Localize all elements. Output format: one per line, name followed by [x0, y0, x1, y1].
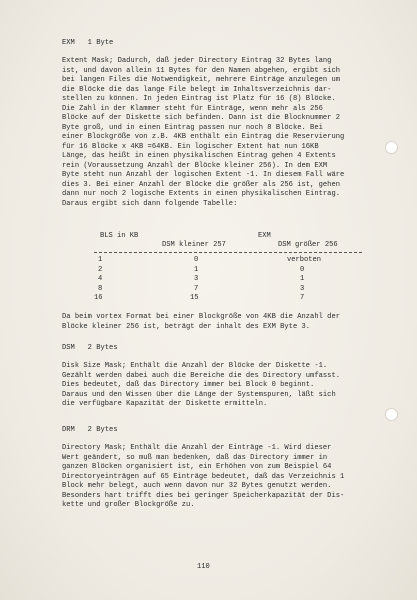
table-subheader-dsm-small: DSM kleiner 257	[162, 241, 226, 249]
text-line: Daraus ergibt sich dann folgende Tabelle:	[62, 199, 238, 208]
text-line: Die Zahl in der Klammer steht für Einträge, wenn mehr als 256	[62, 104, 323, 113]
table-cell: 7	[194, 284, 199, 293]
table-cell: 15	[190, 294, 199, 302]
table-header-exm: EXM	[258, 232, 271, 240]
text-line: Disk Size Mask; Enthält die Anzahl der Blöcke der Diskette -1.	[62, 362, 328, 370]
table-cell: 1	[194, 265, 199, 274]
text-line: dann nur noch 2 logische Extents in einen physikalischen Eintrag.	[62, 190, 341, 198]
table-cell: verboten	[287, 256, 322, 264]
table-cell: 2	[98, 265, 103, 274]
text-line: Directoryeinträgen auf 65 Einträge bedeutet, daß das Verzeichnis 1	[62, 472, 345, 481]
table-cell: 0	[194, 256, 199, 264]
text-line: kette und großer Blockgröße zu.	[62, 501, 195, 509]
text-line: Byte steht nun Anzahl der logischen Extent -1. In diesem Fall wäre	[62, 171, 345, 179]
table-cell: 7	[300, 294, 305, 302]
text-line: Länge, das heißt in einen physikalischen Eintrag gehen 4 Extents	[62, 152, 336, 160]
text-line: Wert geändert, so muß man bedenken, daß das Directory immer in	[62, 453, 328, 462]
punch-hole-top	[385, 141, 398, 154]
exm-heading: EXM 1 Byte	[62, 39, 114, 47]
punch-hole-bottom	[385, 408, 398, 421]
text-line: Extent Mask; Dadurch, daß jeder Directory Eintrag 32 Bytes lang	[62, 57, 332, 65]
drm-heading: DRM 2 Bytes	[62, 426, 118, 434]
text-line: die Blöcke die das lange File belegt im Inhaltsverzeichnis dar-	[62, 85, 332, 94]
table-cell: 1	[300, 275, 305, 283]
text-line: ist, und davon allein 11 Bytes für den Namen abgehen, ergibt sich	[62, 66, 341, 75]
table-cell: 8	[98, 284, 103, 293]
text-line: Dies bedeutet, daß das Directory immer bei Block 0 beginnt.	[62, 381, 315, 389]
text-line: Da beim vortex Format bei einer Blockgröße von 4KB die Anzahl der	[62, 313, 341, 321]
table-cell: 4	[98, 275, 103, 283]
table-cell: 0	[300, 265, 305, 274]
text-line: für 16 Blöcke x 4KB =64KB. Ein logischer Extent hat nun 16KB	[62, 142, 319, 151]
text-line: Blöcke auf der Diskette sich befinden. Dann ist die Blocknummer 2	[62, 114, 341, 122]
table-divider	[94, 252, 362, 253]
table-cell: 16	[94, 294, 103, 302]
text-line: Directory Mask; Enthält die Anzahl der Einträge -1. Wird dieser	[62, 444, 332, 452]
table-subheader-dsm-large: DSM größer 256	[278, 241, 338, 249]
text-line: die verfügbare Kapazität der Diskette ermitteln.	[62, 400, 268, 408]
text-line: Daraus und den Wissen über die Länge der Systemspuren, läßt sich	[62, 390, 336, 399]
table-cell: 3	[194, 275, 199, 283]
text-line: Gezählt werden dabei auch die Bereiche die des Directory umfasst.	[62, 371, 341, 380]
text-line: stellen zu können. In jeden Eintrag ist Platz für 16 (8) Blöcke.	[62, 95, 336, 103]
text-line: Block mehr belegt, auch wenn davon nur 32 Bytes genutzt werden.	[62, 482, 332, 490]
table-header-bls: BLS in KB	[100, 232, 139, 240]
text-line: einer Blockgröße von z.B. 4KB enthält ein Eintrag die Reservierung	[62, 133, 345, 141]
text-line: dies 3. Bei einer Anzahl der Blöcke die größer als 256 ist, gehen	[62, 180, 341, 189]
text-line: ganzen Blöcken organisiert ist, ein Erhöhen von zum Beispiel 64	[62, 463, 332, 471]
text-line: Byte groß, und in einen Eintrag passen nur noch 8 Blöcke. Bei	[62, 123, 323, 132]
text-line: rein (Voraussetzung Anzahl der Blöcke kleiner 256). In dem EXM	[62, 161, 328, 170]
text-line: Besonders hart trifft dies bei geringer Speicherkapazität der Dis-	[62, 491, 345, 500]
table-cell: 1	[98, 256, 103, 264]
dsm-heading: DSM 2 Bytes	[62, 344, 118, 352]
page-number: 110	[197, 563, 210, 571]
table-cell: 3	[300, 284, 305, 293]
text-line: bei langen Files die Notwendigkeit, mehrere Einträge anzulegen um	[62, 76, 341, 84]
text-line: Blöcke kleiner 256 ist, beträgt der inhalt des EXM Byte 3.	[62, 322, 311, 331]
